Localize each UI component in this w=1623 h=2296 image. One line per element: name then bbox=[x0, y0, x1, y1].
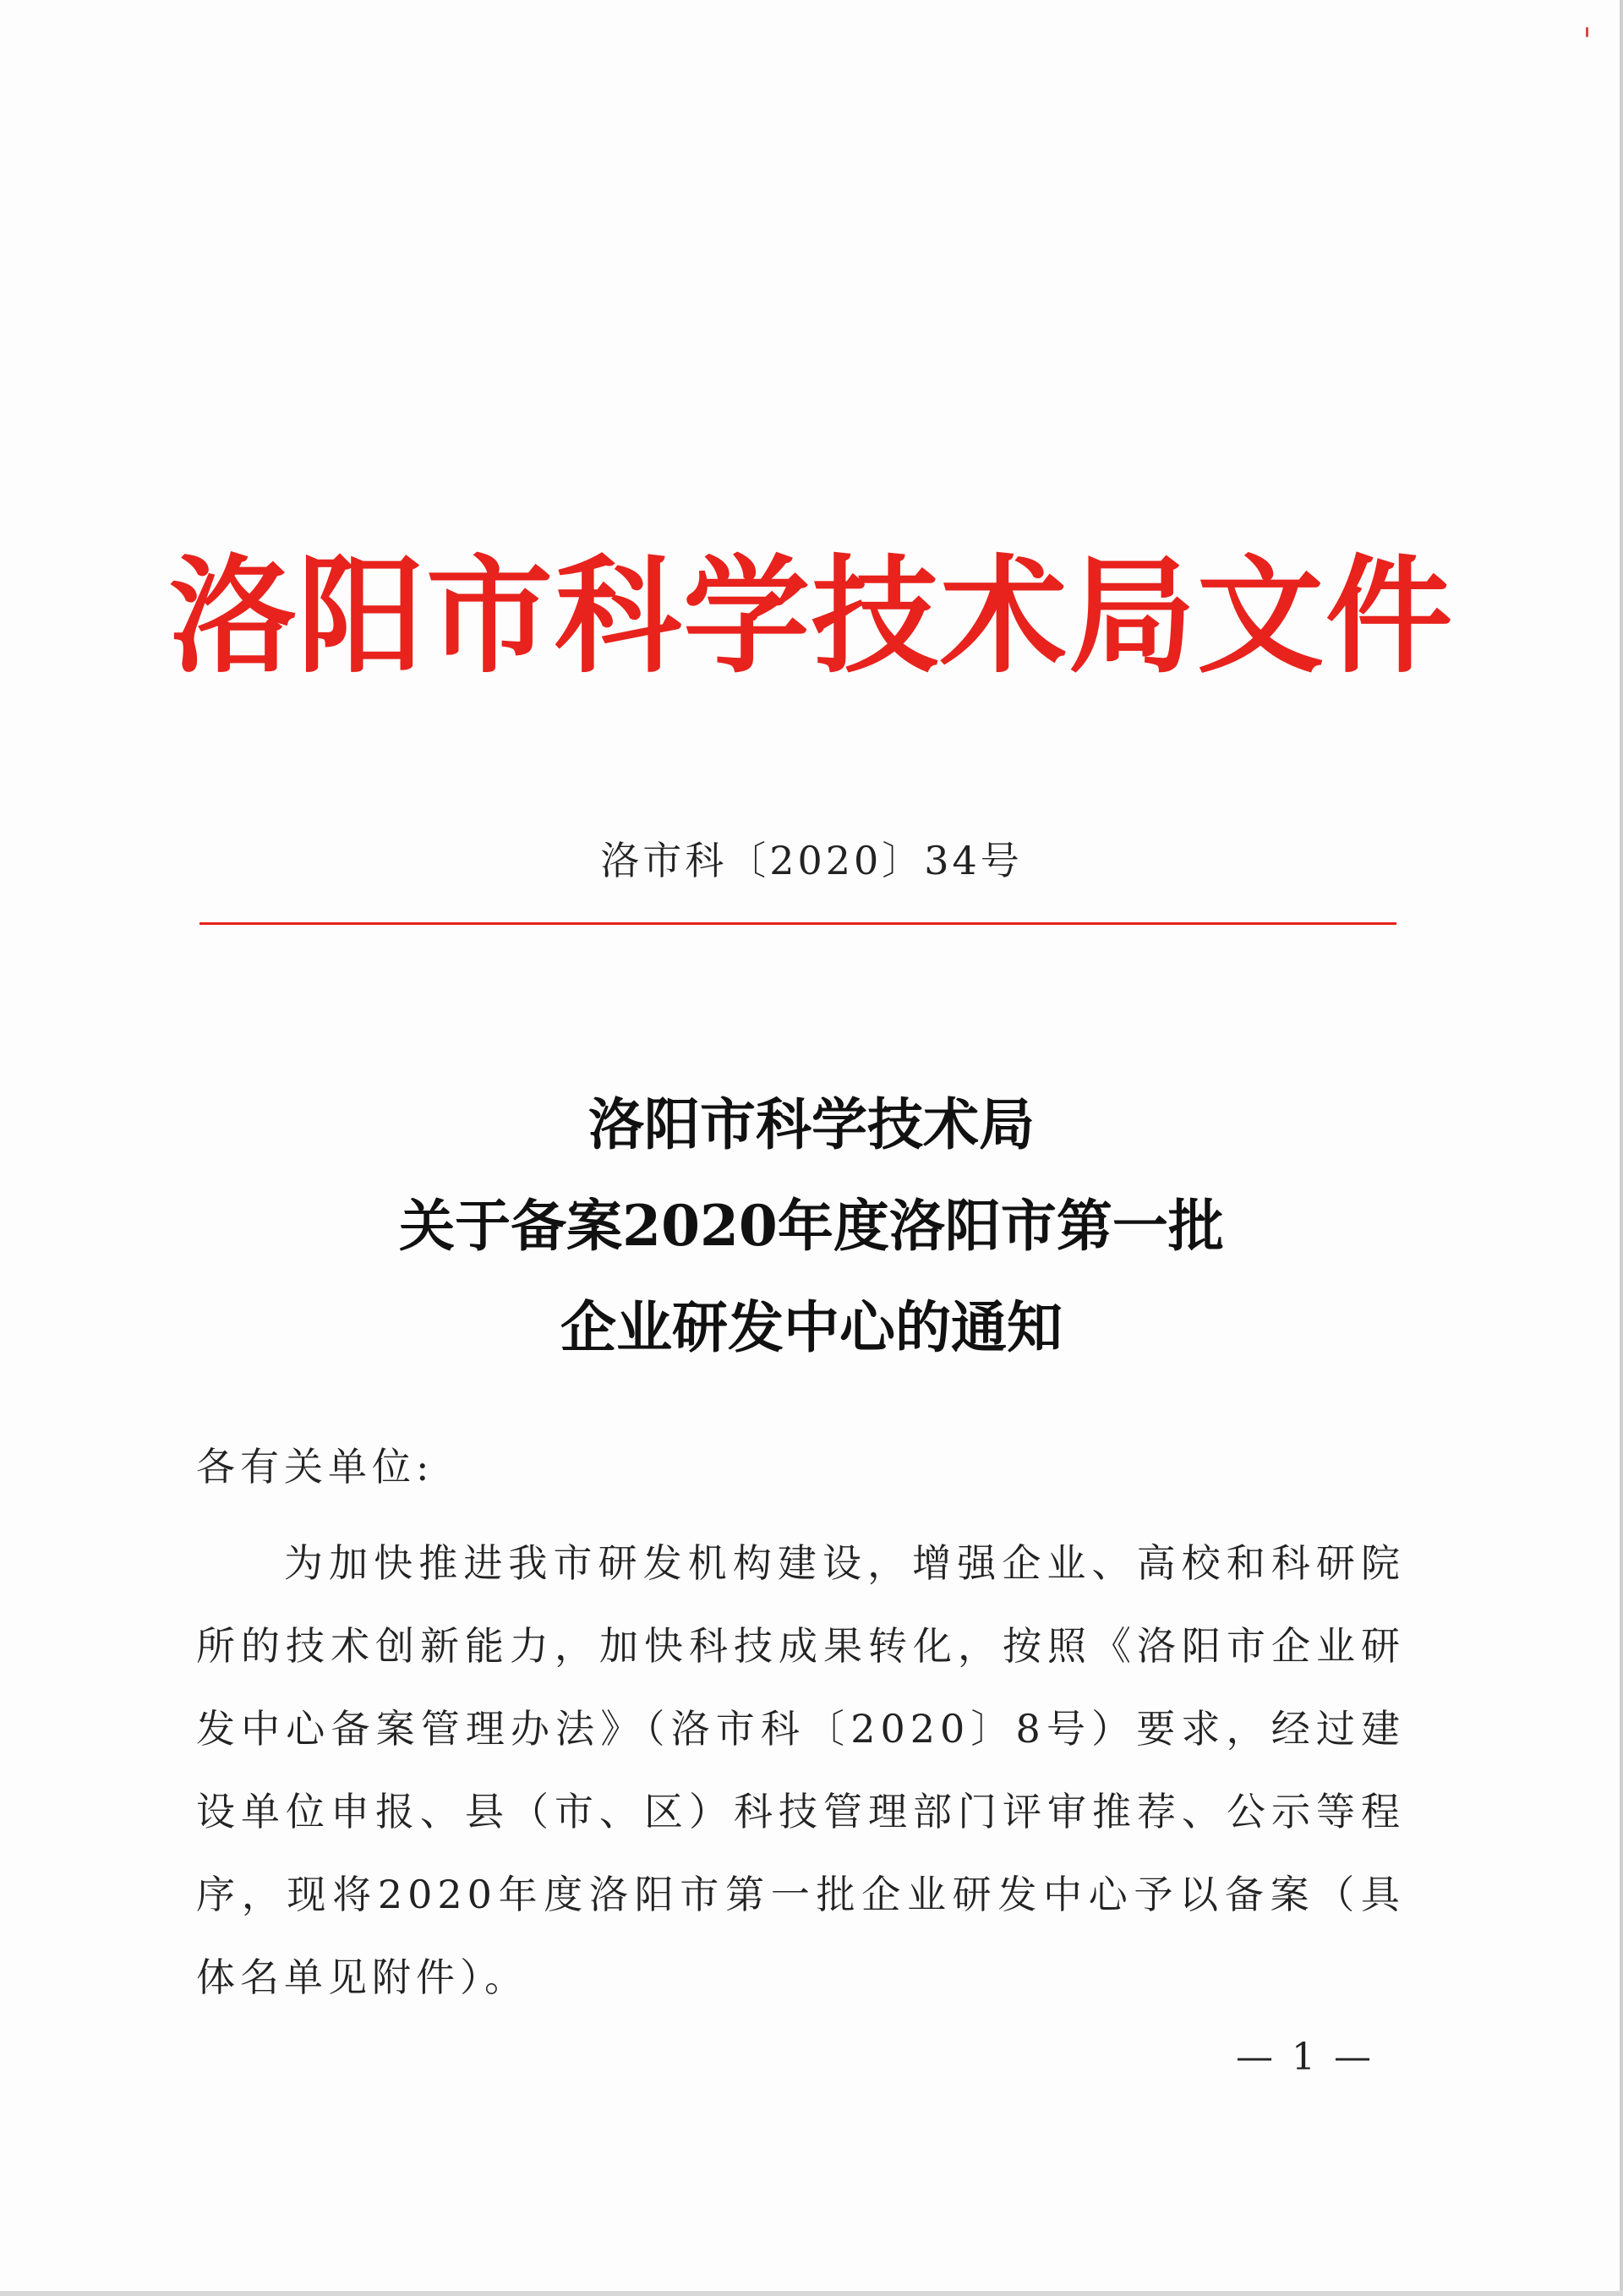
scan-speck bbox=[1586, 27, 1588, 37]
salutation: 各有关单位: bbox=[196, 1444, 434, 1490]
document-masthead: 洛阳市科学技术局文件 bbox=[169, 544, 1455, 691]
document-title bbox=[0, 1074, 1623, 1378]
document-number: 洛市科〔2020〕34号 bbox=[600, 838, 1023, 883]
body-paragraph: 为加快推进我市研发机构建设，增强企业、高校和科研院所的技术创新能力，加快科技成果转化，按照《洛阳市企业研发中心备案管理办法》（洛市科〔2020〕8号）要求，经过建设单位申报、县（市、区）科技管理部门评审推荐、公示等程序，现将2020年度洛阳市第一批企业研发中心予以备案（具体名单见附件）。 bbox=[196, 1540, 1405, 2000]
red-divider-line bbox=[199, 922, 1396, 925]
title-line-2: 关于备案2020年度洛阳市第一批 bbox=[399, 1193, 1224, 1259]
title-line-3: 企业研发中心的通知 bbox=[560, 1294, 1063, 1360]
page-number: — 1 — bbox=[1236, 2036, 1374, 2079]
scan-bottom-edge bbox=[0, 2291, 1623, 2296]
title-line-1: 洛阳市科学技术局 bbox=[588, 1091, 1035, 1157]
